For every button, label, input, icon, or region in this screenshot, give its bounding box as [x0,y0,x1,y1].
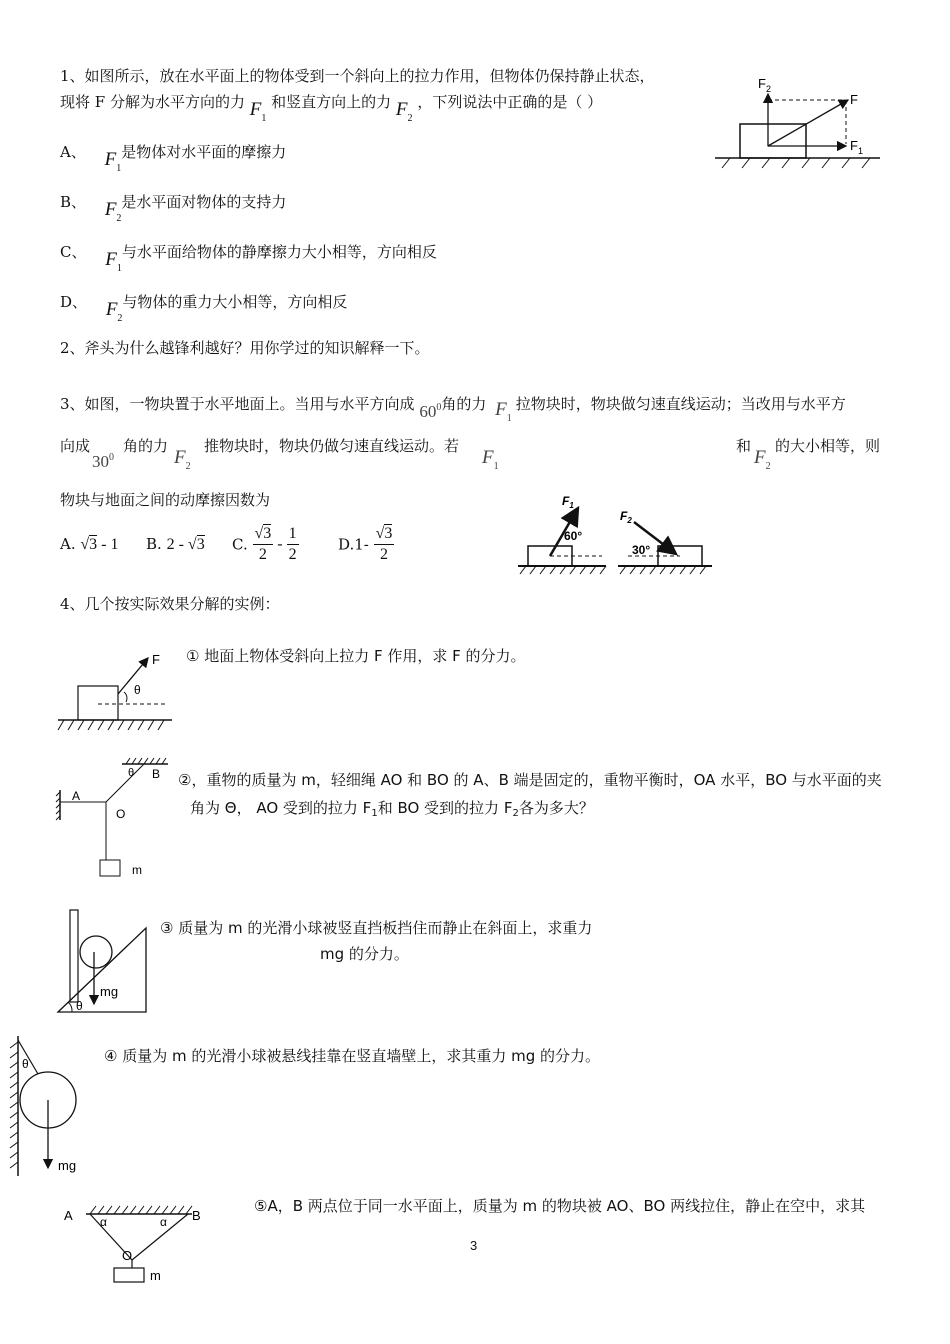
q4-e5-diagram [60,1196,210,1286]
q3-stem-line2e: 的大小相等，则 [775,437,881,455]
q3-fig-angle2: 30° [632,543,651,557]
q3-stem-line2: 向成 [60,437,91,455]
q4-e2-label-b: B [152,767,161,781]
q2-stem: 2、斧头为什么越锋利越好？用你学过的知识解释一下。 [60,339,430,357]
q1-option-a: A、 $F_1$是物体对水平面的摩擦力 [60,143,287,174]
q3-f2-symbol: $F_2$ [174,447,191,472]
q3-stem-and: 和 [736,437,752,455]
q4-e1-label-theta: θ [134,683,141,697]
q3-force-diagram [516,492,716,578]
q1-fig-label-f1: $F_1$ [850,138,863,156]
q3-f1-symbol: $F_1$ [482,447,499,472]
q4-e3-label-mg: mg [100,984,119,999]
q4-e1-diagram [56,648,176,734]
q1-fig-label-f2: $F_2$ [758,76,771,94]
q1-stem-line2: 现将 F 分解为水平方向的力 $F_1$ 和竖直方向上的力 $F_2$ ，下列说法中正确的是（ ） [60,93,603,124]
page-number: 3 [470,1238,478,1253]
q4-e4-diagram [4,1034,104,1180]
q4-e5-label-o: O [122,1248,133,1263]
q4-e4-text: ④ 质量为 m 的光滑小球被悬线挂靠在竖直墙壁上，求其重力 mg 的分力。 [104,1047,601,1065]
q4-e2-label-o: O [116,807,126,821]
q4-e2-label-theta: θ [128,767,135,779]
q4-e4-label-theta: θ [22,1057,29,1071]
q3-angle-30: $30^0$ [92,452,114,471]
q4-e3-label-theta: θ [76,999,83,1013]
q4-e3-line1: ③ 质量为 m 的光滑小球被竖直挡板挡住而静止在斜面上，求重力 [160,919,593,937]
q4-e1-label-f: F [152,652,160,667]
q1-option-c: C、 $F_1$与水平面给物体的静摩擦力大小相等，方向相反 [60,243,437,274]
q3-stem-line1: 3、如图，一物块置于水平地面上。当用与水平方向成 $60^0$角的力 $F_1$拉物块时，物块做匀速直线运动；当改用与水平方 [60,395,846,424]
q4-e2-diagram [56,756,176,882]
q4-e4-label-mg: mg [58,1158,77,1173]
q4-title: 4、几个按实际效果分解的实例： [60,595,280,613]
q3-stem-line2b: 角的力 [123,437,169,455]
q4-e3-diagram [54,904,154,1016]
q4-e1-text: ① 地面上物体受斜向上拉力 F 作用，求 F 的分力。 [186,647,526,665]
q3-fig-f2: $F_2$ [620,509,632,525]
q3-option-d: D.1- $\frac{√3}{2}$ [338,525,393,563]
q3-f2-symbol-b: $F_2$ [754,447,771,472]
q4-e2-line2: 角为 Θ， AO 受到的拉力 $F_1$和 BO 受到的拉力 $F_2$各为多大？ [190,799,594,819]
q1-fig-label-f: F [850,92,858,107]
q3-stem-line2c: 推物块时，物块仍做匀速直线运动。若 [204,437,460,455]
q4-e2-line1: ②，重物的质量为 m，轻细绳 AO 和 BO 的 A、B 端是固定的，重物平衡时，OA 水平，BO 与水平面的夹 [178,771,882,789]
q3-option-c: C. $\frac{√3}{2}$ - $\frac{1}{2}$ [232,525,297,563]
q1-option-b: B、 $F_2$是水平面对物体的支持力 [60,193,287,224]
q4-e5-label-a: A [64,1208,73,1223]
q1-stem-line1: 1、如图所示，放在水平面上的物体受到一个斜向上的拉力作用，但物体仍保持静止状态， [60,67,655,85]
q4-e2-label-m: m [132,863,142,877]
q3-fig-angle1: 60° [564,529,583,543]
q3-option-a: A. √3 - 1 [60,535,119,553]
q3-stem-line3: 物块与地面之间的动摩擦因数为 [60,491,271,509]
q4-e5-label-alpha-left: α [100,1215,107,1229]
q4-e2-label-a: A [72,789,81,803]
q4-e5-label-b: B [192,1208,201,1223]
q4-e3-line2: mg 的分力。 [320,945,409,963]
q1-option-d: D、 $F_2$与物体的重力大小相等，方向相反 [60,293,348,324]
q4-e5-label-alpha-right: α [160,1215,167,1229]
q3-fig-f1: $F_1$ [562,494,574,510]
q1-force-diagram [710,70,900,180]
q4-e5-label-m: m [150,1268,161,1283]
q3-option-b: B. 2 - √3 [146,535,205,553]
q4-e5-text: ⑤A，B 两点位于同一水平面上，质量为 m 的物块被 AO、BO 两线拉住，静止在空中，求其 [254,1197,866,1215]
